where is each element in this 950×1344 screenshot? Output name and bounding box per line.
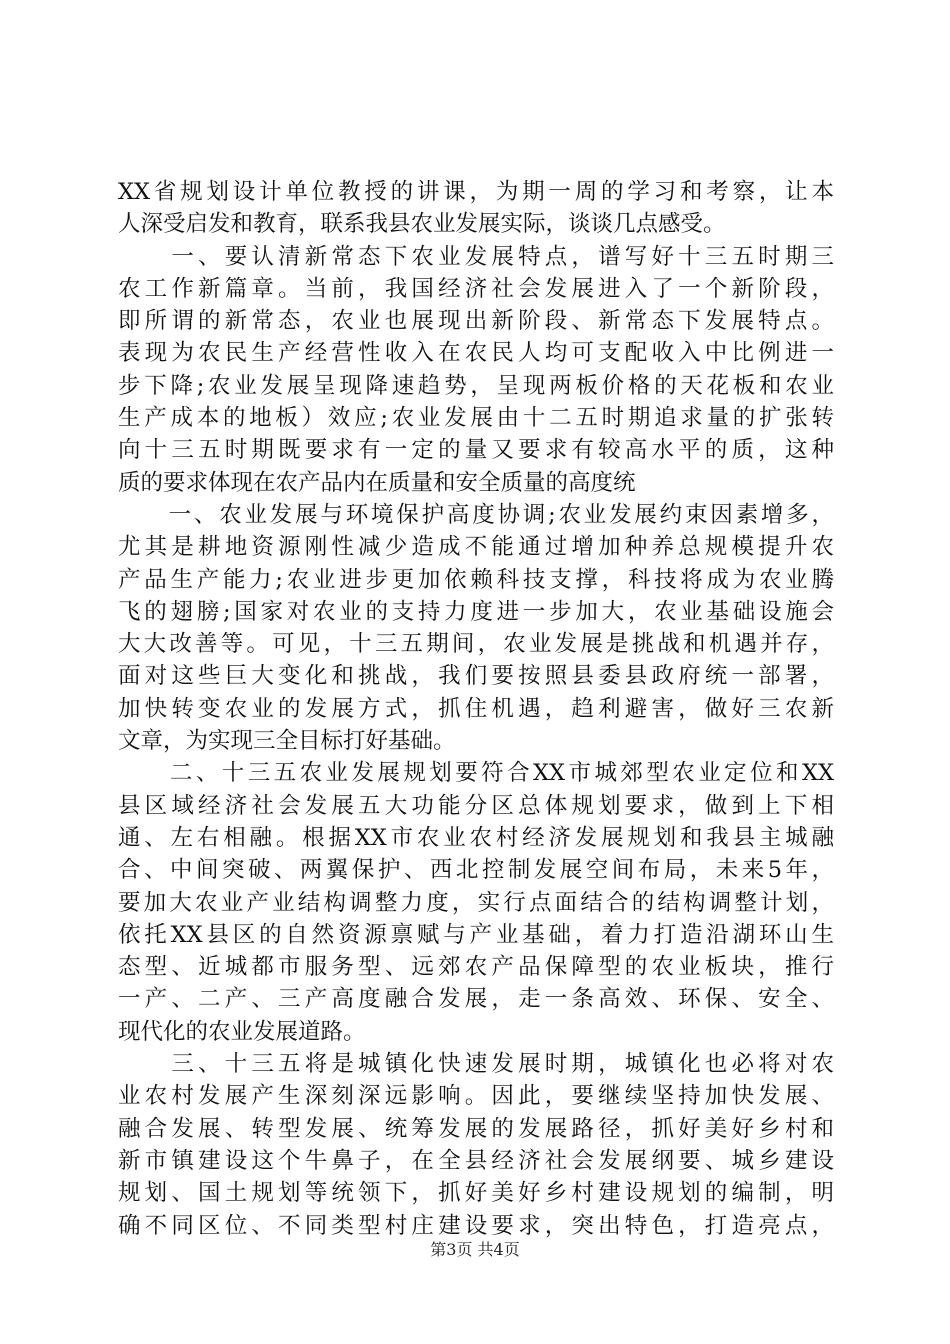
- text-line: 确不同区位、不同类型村庄建设要求，突出特色，打造亮点，: [118, 1212, 834, 1239]
- text-line: 新市镇建设这个牛鼻子，在全县经济社会发展纲要、城乡建设: [118, 1147, 834, 1174]
- text-line: 大大改善等。可见，十三五期间，农业发展是挑战和机遇并存，: [118, 631, 834, 658]
- text-line: 现代化的农业发展道路。: [118, 1018, 366, 1045]
- text-line: 依托XX县区的自然资源禀赋与产业基础，着力打造沿湖环山生: [118, 921, 834, 948]
- text-line: 一产、二产、三产高度融合发展，走一条高效、环保、安全、: [118, 986, 834, 1013]
- document-body: [118, 176, 834, 1242]
- text-line: 步下降;农业发展呈现降速趋势，呈现两板价格的天花板和农业: [118, 372, 834, 399]
- text-line: 产品生产能力;农业进步更加依赖科技支撑，科技将成为农业腾: [118, 566, 834, 593]
- text-line: 规划、国土规划等统领下，抓好美好乡村建设规划的编制，明: [118, 1180, 834, 1207]
- text-line: 面对这些巨大变化和挑战，我们要按照县委县政府统一部署，: [118, 663, 834, 690]
- text-line: 农工作新篇章。当前，我国经济社会发展进入了一个新阶段，: [118, 275, 834, 302]
- text-line: 尤其是耕地资源刚性减少造成不能通过增加种养总规模提升农: [118, 534, 834, 561]
- text-line: 表现为农民生产经营性收入在农民人均可支配收入中比例进一: [118, 340, 834, 367]
- text-line: 业农村发展产生深刻深远影响。因此，要继续坚持加快发展、: [118, 1083, 834, 1110]
- text-line: 二、十三五农业发展规划要符合XX市城郊型农业定位和XX: [118, 760, 834, 787]
- text-line: 生产成本的地板）效应;农业发展由十二五时期追求量的扩张转: [118, 405, 834, 432]
- text-line: 飞的翅膀;国家对农业的支持力度进一步加大，农业基础设施会: [118, 598, 834, 625]
- text-line: 即所谓的新常态，农业也展现出新阶段、新常态下发展特点。: [118, 308, 834, 335]
- text-line: 加快转变农业的发展方式，抓住机遇，趋利避害，做好三农新: [118, 695, 834, 722]
- page-footer: 第3页 共4页: [430, 1240, 520, 1259]
- text-line: 要加大农业产业结构调整力度，实行点面结合的结构调整计划，: [118, 889, 834, 916]
- text-line: 人深受启发和教育，联系我县农业发展实际，谈谈几点感受。: [118, 211, 726, 238]
- text-line: 态型、近城都市服务型、远郊农产品保障型的农业板块，推行: [118, 954, 834, 981]
- text-line: 通、左右相融。根据XX市农业农村经济发展规划和我县主城融: [118, 824, 834, 851]
- text-line: 三、十三五将是城镇化快速发展时期，城镇化也必将对农: [118, 1051, 834, 1078]
- text-line: XX省规划设计单位教授的讲课，为期一周的学习和考察，让本: [118, 179, 834, 205]
- text-line: 一、农业发展与环境保护高度协调;农业发展约束因素增多，: [118, 501, 834, 528]
- text-line: 一、要认清新常态下农业发展特点，谱写好十三五时期三: [118, 243, 834, 270]
- text-line: 融合发展、转型发展、统筹发展的发展路径，抓好美好乡村和: [118, 1115, 834, 1142]
- text-line: 文章，为实现三全目标打好基础。: [118, 728, 456, 755]
- text-line: 向十三五时期既要求有一定的量又要求有较高水平的质，这种: [118, 437, 834, 464]
- text-line: 质的要求体现在农产品内在质量和安全质量的高度统: [118, 469, 636, 496]
- text-line: 县区域经济社会发展五大功能分区总体规划要求，做到上下相: [118, 792, 834, 819]
- text-line: 合、中间突破、两翼保护、西北控制发展空间布局，未来5年，: [118, 857, 834, 884]
